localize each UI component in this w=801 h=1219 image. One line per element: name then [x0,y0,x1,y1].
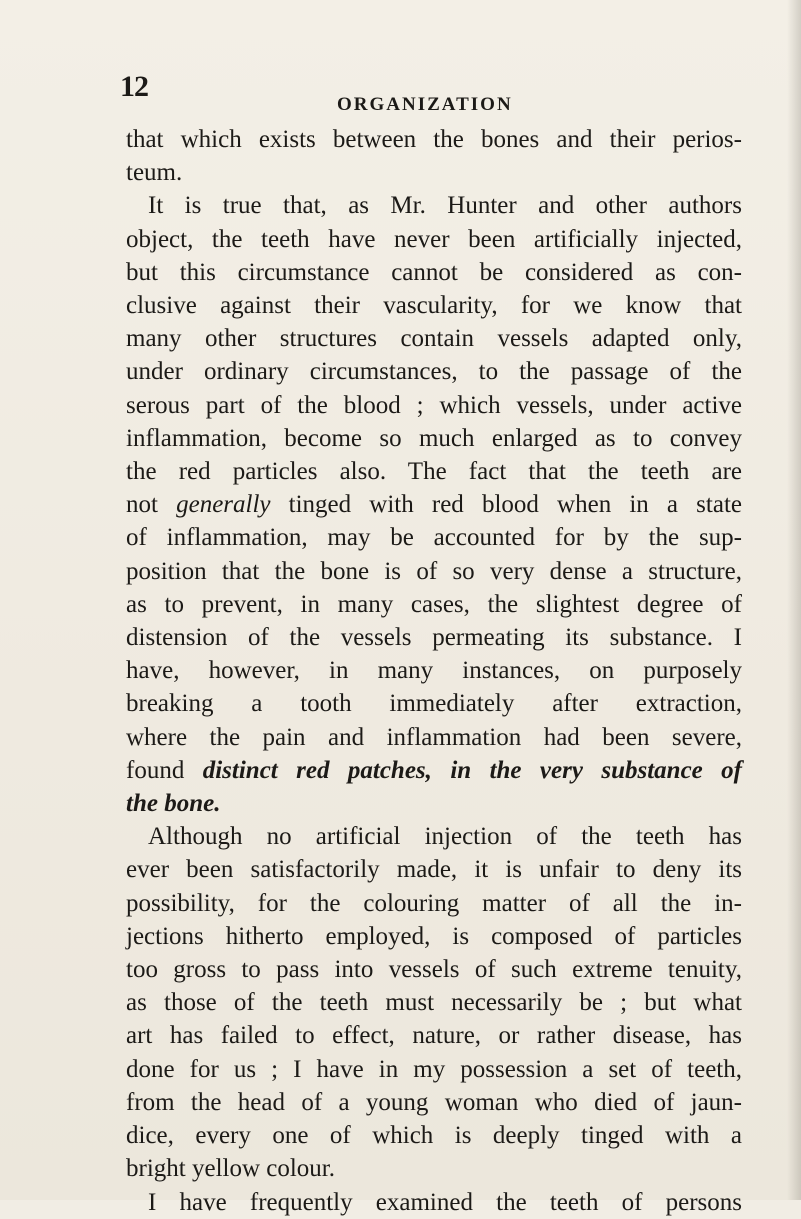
text-segment: dice, every one of which is deeply tinged with a [126,1122,742,1150]
text-segment: not [126,491,177,519]
text-line [126,754,742,787]
text-line [126,256,742,289]
text-line [126,621,742,654]
text-segment: possibility, for the colouring matter of all the in- [126,889,742,917]
text-line [126,787,742,820]
text-segment: as those of the teeth must necessarily be ; but what [126,989,742,1017]
text-line [126,588,742,621]
text-line [126,123,742,156]
text-segment: of inflammation, may be accounted for by the sup- [126,524,742,552]
text-line [126,920,742,953]
text-segment: from the head of a young woman who died of jaun- [126,1088,742,1116]
text-line [126,654,742,687]
text-line [126,887,742,920]
text-segment: It is true that, as Mr. Hunter and other authors [148,192,742,220]
text-line [126,853,742,886]
text-line [126,521,742,554]
text-segment: that which exists between the bones and their perios- [126,126,742,153]
page-edge-shadow [787,0,801,1200]
running-head: ORGANIZATION [337,94,513,115]
text-line [126,455,742,488]
text-segment: object, the teeth have never been artificially injected, [126,225,742,253]
body-text [126,123,742,1219]
text-line [126,1186,742,1219]
text-segment: breaking a tooth immediately after extraction, [126,690,742,718]
text-segment: found [126,756,203,784]
text-line [126,1053,742,1086]
text-line [126,820,742,853]
text-segment: bright yellow colour. [126,1155,335,1183]
text-segment: many other structures contain vessels adapted only, [126,325,742,353]
text-line [126,721,742,754]
text-segment: where the pain and inflammation had been severe, [126,723,742,751]
text-line [126,355,742,388]
text-segment: art has failed to effect, nature, or rather disease, has [126,1022,742,1050]
text-segment: Although no artificial injection of the teeth has [148,823,742,851]
text-line [126,156,742,189]
text-segment: too gross to pass into vessels of such extreme tenuity, [126,956,742,984]
text-line [126,986,742,1019]
text-line [126,322,742,355]
text-segment: tinged with red blood when in a state [270,491,742,519]
text-segment: but this circumstance cannot be considered as con- [126,258,742,286]
italic-text: generally [176,491,271,519]
text-line [126,1086,742,1119]
text-line [126,189,742,222]
text-segment: have, however, in many instances, on purposely [126,657,742,685]
text-segment: ever been satisfactorily made, it is unfair to deny its [126,856,742,884]
text-line [126,389,742,422]
text-segment: the red particles also. The fact that the teeth are [126,458,742,486]
text-line [126,687,742,720]
bold-italic-text: distinct red patches, in the very substance of [202,756,742,784]
text-segment: inflammation, become so much enlarged as to convey [126,424,742,452]
text-line [126,289,742,322]
bold-italic-text: the bone. [126,790,221,818]
text-line [126,488,742,521]
text-line [126,1152,742,1185]
text-segment: jections hitherto employed, is composed of particles [126,922,742,950]
text-segment: position that the bone is of so very dense a structure, [126,557,742,585]
text-segment: serous part of the blood ; which vessels, under active [126,391,742,419]
text-line [126,1119,742,1152]
text-segment: teum. [126,159,183,187]
text-segment: I have frequently examined the teeth of persons [148,1188,742,1216]
text-segment: distension of the vessels permeating its substance. I [126,624,742,652]
text-segment: under ordinary circumstances, to the passage of the [126,358,742,386]
text-segment: done for us ; I have in my possession a set of teeth, [126,1055,742,1083]
text-line [126,422,742,455]
text-segment: clusive against their vascularity, for we know that [126,292,742,320]
page-number: 12 [120,70,148,103]
text-line [126,223,742,256]
text-line [126,555,742,588]
text-line [126,953,742,986]
text-segment: as to prevent, in many cases, the slightest degree of [126,590,742,618]
text-line [126,1019,742,1052]
